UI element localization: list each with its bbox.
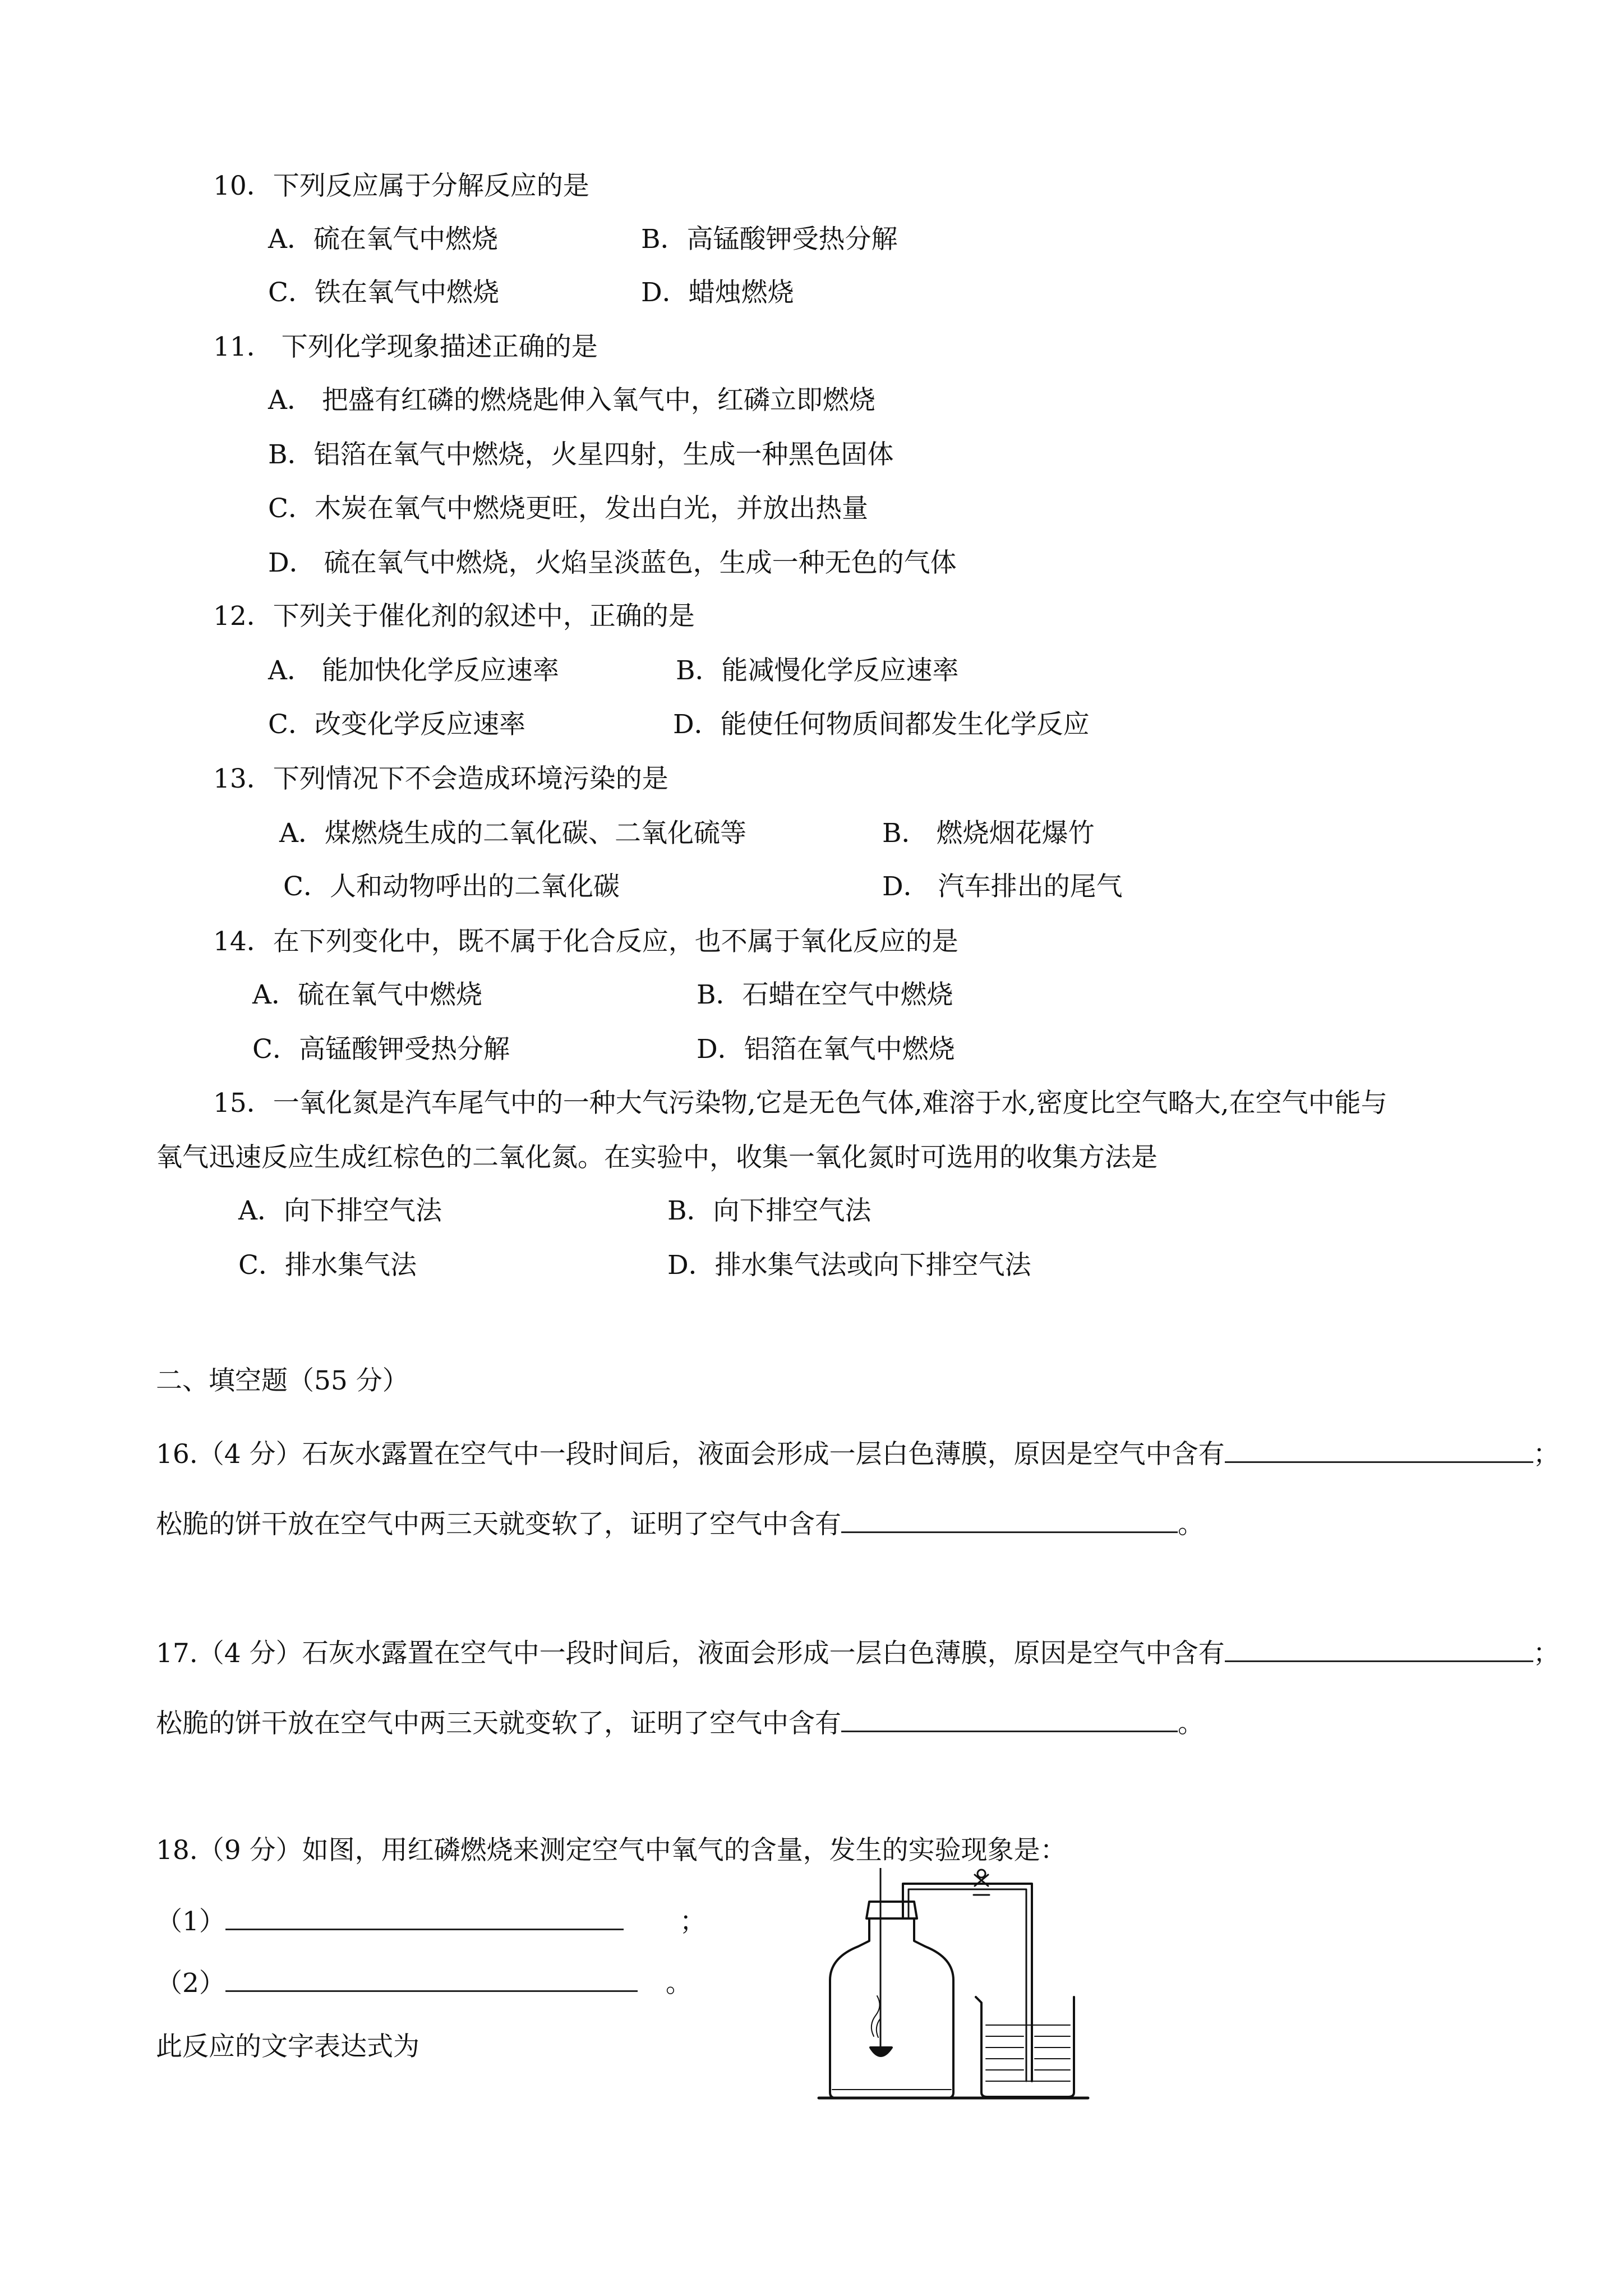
- water-level: [986, 2025, 1070, 2081]
- combustion-spoon: [870, 2047, 892, 2056]
- q14-option-b: B．石蜡在空气中燃烧: [697, 979, 953, 1010]
- q13-stem: 13．下列情况下不会造成环境污染的是: [213, 763, 668, 794]
- q16-line2-end: 。: [1178, 1509, 1204, 1540]
- q14-option-c: C．高锰酸钾受热分解: [252, 1034, 510, 1065]
- q16-line2: [156, 1509, 1204, 1538]
- q16-answer-blank-2[interactable]: [841, 1509, 1178, 1533]
- q18-blank2-end: 。: [665, 1968, 692, 1999]
- q18-answer-blank-1[interactable]: [225, 1906, 624, 1930]
- delivery-tube-outer: [903, 1884, 1032, 2081]
- q18-blank-row-1: [156, 1906, 706, 1935]
- q17-line1-end: ；: [1533, 1638, 1560, 1669]
- q14-stem: 14．在下列变化中，既不属于化合反应，也不属于氧化反应的是: [213, 926, 958, 957]
- q18-expression-prompt: 此反应的文字表达式为: [156, 2031, 419, 2062]
- q16-answer-blank-1[interactable]: [1225, 1439, 1533, 1463]
- q15-option-a: A．向下排空气法: [238, 1195, 442, 1226]
- q13-option-a: A．煤燃烧生成的二氧化碳、二氧化硫等: [279, 818, 746, 849]
- q10-option-a: A．硫在氧气中燃烧: [268, 224, 498, 255]
- q11-stem: 11． 下列化学现象描述正确的是: [213, 332, 598, 362]
- q10-option-b: B．高锰酸钾受热分解: [641, 224, 898, 255]
- q12-option-c: C．改变化学反应速率: [268, 709, 525, 740]
- q14-option-a: A．硫在氧气中燃烧: [252, 979, 482, 1010]
- q12-option-a: A． 能加快化学反应速率: [268, 655, 559, 686]
- q12-option-b: B．能减慢化学反应速率: [676, 655, 959, 686]
- q18-blank-row-2: [156, 1968, 692, 1999]
- q13-option-c: C．人和动物呼出的二氧化碳: [283, 871, 620, 902]
- q18-answer-blank-2[interactable]: [225, 1968, 638, 1992]
- q15-option-b: B．向下排空气法: [667, 1195, 872, 1226]
- q18-stem: 18.（9 分）如图，用红磷燃烧来测定空气中氧气的含量，发生的实验现象是：: [156, 1835, 1067, 1866]
- q11-option-a: A． 把盛有红磷的燃烧匙伸入氧气中，红磷立即燃烧: [268, 385, 875, 416]
- section-2-heading: 二、填空题（55 分）: [156, 1365, 409, 1396]
- q17-line2-text: 松脆的饼干放在空气中两三天就变软了，证明了空气中含有: [156, 1708, 841, 1739]
- q11-option-c: C．木炭在氧气中燃烧更旺，发出白光，并放出热量: [268, 493, 868, 524]
- clamp-handle: [978, 1870, 985, 1878]
- q16-line2-text: 松脆的饼干放在空气中两三天就变软了，证明了空气中含有: [156, 1509, 841, 1540]
- oxygen-measurement-apparatus-figure: [808, 1868, 1099, 2119]
- q14-option-d: D．铝箔在氧气中燃烧: [697, 1034, 955, 1065]
- q17-line1: [156, 1638, 1560, 1667]
- q15-option-c: C．排水集气法: [238, 1250, 417, 1281]
- gas-bottle: [830, 1918, 953, 2098]
- q17-line2-end: 。: [1178, 1708, 1204, 1739]
- q15-stem-line2: 氧气迅速反应生成红棕色的二氧化氮。在实验中，收集一氧化氮时可选用的收集方法是: [156, 1142, 1158, 1173]
- q10-option-c: C．铁在氧气中燃烧: [268, 277, 499, 308]
- smoke-wisp-1: [872, 1996, 880, 2036]
- q10-option-d: D．蜡烛燃烧: [641, 277, 794, 308]
- q16-line1-text: 16.（4 分）石灰水露置在空气中一段时间后，液面会形成一层白色薄膜，原因是空气中含有: [156, 1439, 1225, 1470]
- q12-stem: 12．下列关于催化剂的叙述中，正确的是: [213, 601, 695, 632]
- q16-line1-end: ；: [1533, 1439, 1560, 1470]
- q18-blank2-label: （2）: [156, 1968, 225, 1999]
- q11-option-b: B．铝箔在氧气中燃烧，火星四射，生成一种黑色固体: [268, 439, 894, 470]
- q17-answer-blank-1[interactable]: [1225, 1638, 1533, 1662]
- q13-option-d: D． 汽车排出的尾气: [882, 871, 1123, 902]
- q17-line1-text: 17.（4 分）石灰水露置在空气中一段时间后，液面会形成一层白色薄膜，原因是空气中含有: [156, 1638, 1225, 1669]
- q18-blank1-label: （1）: [156, 1906, 225, 1937]
- q11-option-d: D． 硫在氧气中燃烧，火焰呈淡蓝色，生成一种无色的气体: [268, 547, 957, 578]
- q15-stem-line1: 15．一氧化氮是汽车尾气中的一种大气污染物,它是无色气体,难溶于水,密度比空气略大,在空气中能与: [213, 1088, 1387, 1119]
- q18-blank1-end: ；: [679, 1906, 706, 1937]
- q10-stem: 10．下列反应属于分解反应的是: [213, 171, 589, 201]
- q16-line1: [156, 1439, 1560, 1470]
- q13-option-b: B． 燃烧烟花爆竹: [882, 818, 1095, 849]
- apparatus-drawing: [808, 1868, 1099, 2115]
- q15-option-d: D．排水集气法或向下排空气法: [667, 1250, 1031, 1281]
- q17-answer-blank-2[interactable]: [841, 1708, 1178, 1732]
- q17-line2: [156, 1708, 1204, 1737]
- q12-option-d: D．能使任何物质间都发生化学反应: [673, 709, 1090, 740]
- delivery-tube-inner: [909, 1889, 1026, 2081]
